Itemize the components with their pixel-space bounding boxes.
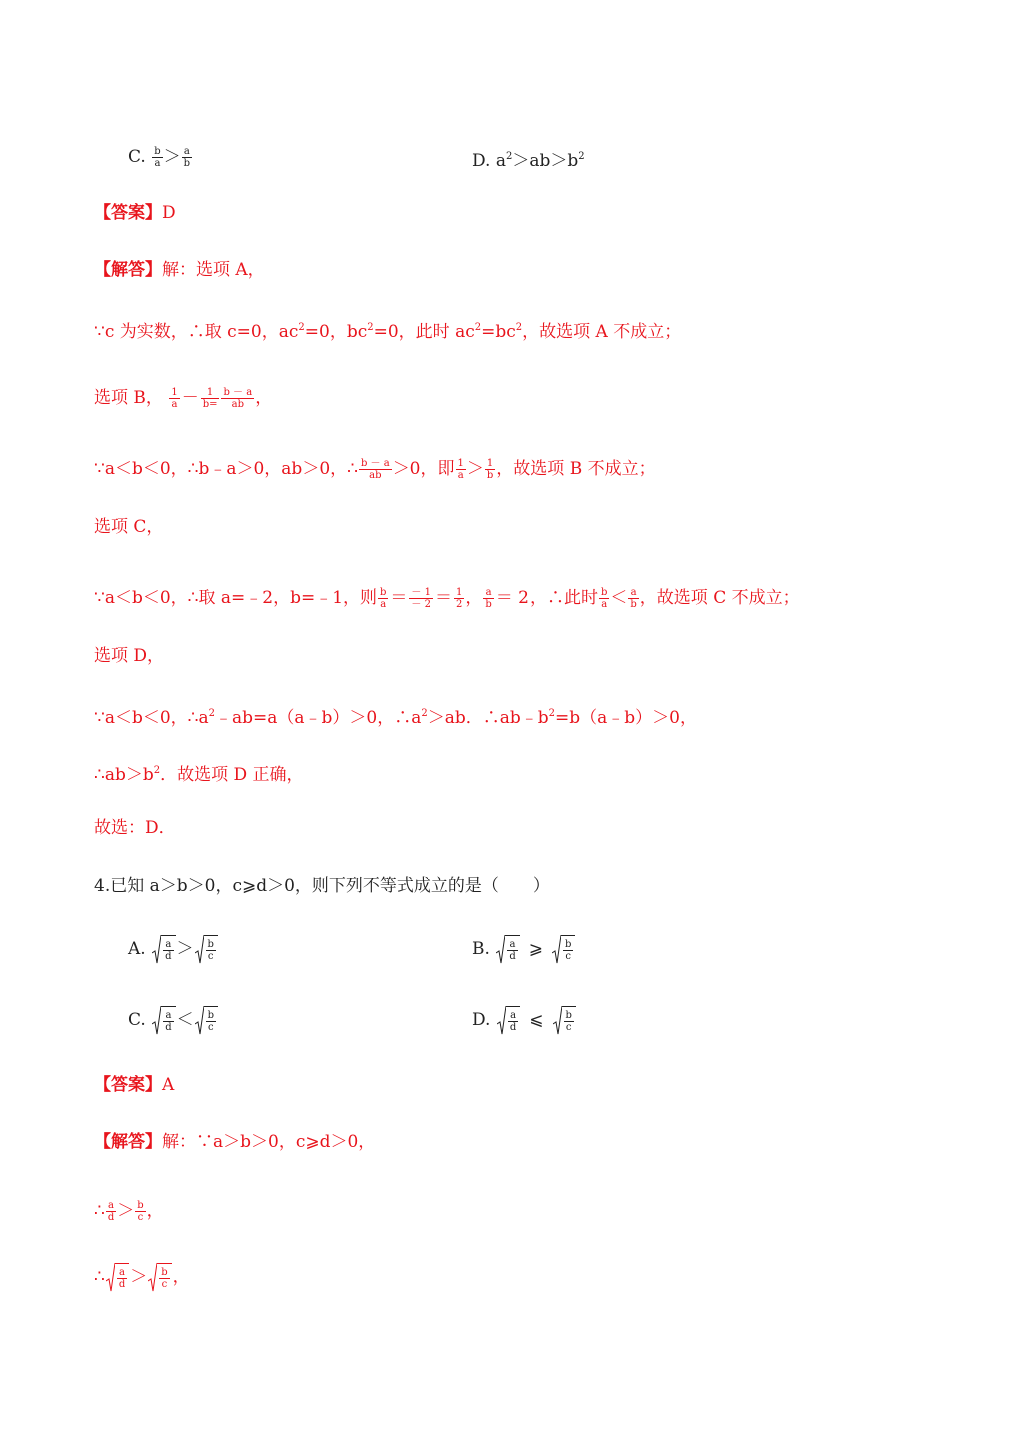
question-4-stem: 4.已知 a＞b＞0，c⩾d＞0，则下列不等式成立的是（ ） bbox=[94, 876, 550, 896]
sqrt: a d bbox=[497, 1006, 520, 1036]
fraction: $\frac{- 1}{- 2}$ bbox=[411, 587, 431, 610]
prev-answer: 【答案】D bbox=[94, 203, 176, 223]
fraction: $\frac{b}{a}$ bbox=[154, 146, 161, 169]
q4-option-d: D. a d ⩽ b c bbox=[472, 1005, 577, 1036]
prev-solution-line-5: ∵a＜b＜0，∴取 a=﹣2，b=﹣1，则 $\frac{b}{a}$ ＝ $\frac{- 1}{- 2}$ ＝ $\frac{1}{2}$ ， $\frac{a}{b}$ ＝ 2，∴此时 $\frac{b}{a}$ ＜ $\frac{a}{b}$ ，故选项 C 不成立； bbox=[94, 587, 800, 610]
prev-solution-line-2: 选项 B， $\frac{1}{a}$ － $\frac{1}{b=}$ $\frac{b - a}{ab}$ ， bbox=[94, 387, 273, 410]
q4-solution-line-1: ∴ $\frac{a}{d}$ ＞ $\frac{b}{c}$ ， bbox=[94, 1200, 164, 1223]
radical-sign-icon bbox=[152, 935, 161, 965]
fraction: $\frac{1}{b=}$ bbox=[202, 387, 218, 410]
q4-option-b: B. a d ⩾ b c bbox=[472, 934, 576, 965]
radical-sign-icon bbox=[497, 1006, 506, 1036]
q4-solution-line-2: ∴ a d ＞ b c ， bbox=[94, 1262, 190, 1293]
fraction: $\frac{1}{a}$ bbox=[171, 387, 178, 410]
prev-solution-line-8: $\therefore ab>b^2$．故选项 D 正确， bbox=[94, 765, 304, 785]
radical-sign-icon bbox=[195, 935, 204, 965]
sqrt: b c bbox=[148, 1263, 171, 1293]
fraction: $\frac{a}{b}$ bbox=[485, 587, 492, 610]
fraction: $\frac{b - a}{ab}$ bbox=[360, 458, 390, 481]
sqrt: b c bbox=[552, 935, 575, 965]
sqrt: b c bbox=[195, 1006, 218, 1036]
sqrt: a d bbox=[106, 1263, 129, 1293]
radical-sign-icon bbox=[552, 935, 561, 965]
fraction: $\frac{b}{a}$ bbox=[600, 587, 608, 610]
sqrt: b c bbox=[553, 1006, 576, 1036]
radical-sign-icon bbox=[152, 1006, 161, 1036]
sqrt: b c bbox=[195, 935, 218, 965]
sqrt: a d bbox=[152, 1006, 175, 1036]
prev-solution-line-1: ∵c 为实数，∴取 c=0，$ac^2=0$，$bc^2=0$，此时 $ac^2=bc^2$，故选项 A 不成立； bbox=[94, 322, 682, 342]
q4-option-c: C. a d ＜ b c bbox=[128, 1005, 219, 1036]
fraction: $\frac{a}{b}$ bbox=[183, 146, 191, 169]
radical-sign-icon bbox=[496, 935, 505, 965]
prev-solution-intro: 【解答】解：选项 A， bbox=[94, 260, 265, 280]
q4-option-a: A. a d ＞ b c bbox=[128, 934, 219, 965]
fraction: $\frac{b}{c}$ bbox=[137, 1200, 144, 1223]
prev-solution-line-9: 故选：D． bbox=[94, 818, 176, 838]
fraction: $\frac{1}{2}$ bbox=[455, 587, 463, 610]
prev-solution-line-6: 选项 D， bbox=[94, 646, 165, 666]
q4-answer: 【答案】A bbox=[94, 1075, 175, 1095]
fraction: $\frac{b}{a}$ bbox=[380, 587, 387, 610]
sqrt: a d bbox=[496, 935, 519, 965]
fraction: $\frac{b - a}{ab}$ bbox=[223, 387, 253, 410]
radical-sign-icon bbox=[106, 1263, 115, 1293]
fraction: $\frac{1}{b}$ bbox=[486, 458, 494, 481]
prev-option-c: C. $\frac{b}{a}$ ＞ $\frac{a}{b}$ bbox=[128, 146, 191, 169]
fraction: $\frac{1}{a}$ bbox=[457, 458, 464, 481]
prev-solution-line-4: 选项 C， bbox=[94, 517, 164, 537]
fraction: $\frac{a}{b}$ bbox=[630, 587, 637, 610]
radical-sign-icon bbox=[553, 1006, 562, 1036]
prev-option-d: D. $a^2>ab>b^2$ bbox=[472, 151, 585, 171]
radical-sign-icon bbox=[195, 1006, 204, 1036]
prev-solution-line-7: ∵a＜b＜0，$\therefore a^2﹣ab=a(a﹣b)>0$，$\therefore a^2>ab$．$\therefore ab﹣b^2=b(a﹣b)>0$， bbox=[94, 708, 697, 728]
sqrt: a d bbox=[152, 935, 175, 965]
radical-sign-icon bbox=[148, 1263, 157, 1293]
fraction: $\frac{a}{d}$ bbox=[107, 1200, 115, 1223]
prev-solution-line-3: ∵a＜b＜0，∴b﹣a＞0，ab＞0，∴ $\frac{b - a}{ab}$ ＞0，即 $\frac{1}{a}$ ＞ $\frac{1}{b}$ ，故选项 B 不成立； bbox=[94, 458, 656, 481]
q4-solution-intro: 【解答】解：∵a＞b＞0，c⩾d＞0， bbox=[94, 1132, 376, 1152]
